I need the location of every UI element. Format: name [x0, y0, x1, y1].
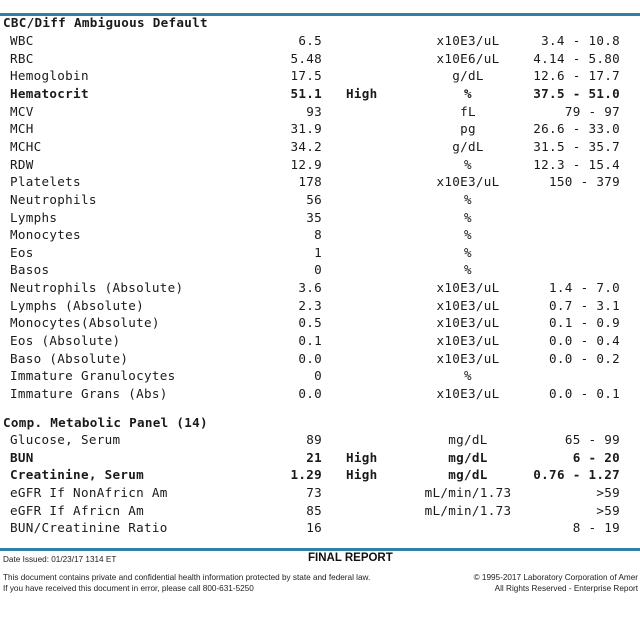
result-row	[0, 315, 640, 333]
result-unit: %	[464, 262, 472, 278]
result-unit: mg/dL	[448, 449, 488, 465]
test-name: Eos	[10, 244, 34, 260]
test-name: BUN/Creatinine Ratio	[10, 520, 168, 536]
test-name: RDW	[10, 156, 34, 172]
test-name: MCHC	[10, 138, 42, 154]
test-name: Hematocrit	[10, 85, 89, 101]
result-row	[0, 121, 640, 139]
result-value: 56	[306, 191, 322, 207]
test-name: Neutrophils	[10, 191, 97, 207]
result-unit: x10E6/uL	[436, 50, 500, 66]
reference-range: 26.6 - 33.0	[533, 121, 620, 137]
abnormal-flag: High	[346, 449, 378, 465]
result-value: 1	[314, 244, 322, 260]
result-row	[0, 280, 640, 298]
result-row	[0, 503, 640, 521]
date-issued: Date Issued: 01/23/17 1314 ET	[3, 555, 117, 564]
reference-range: 0.0 - 0.2	[549, 350, 620, 366]
test-name: Monocytes	[10, 227, 81, 243]
result-value: 0.0	[298, 386, 322, 401]
reference-range: 37.5 - 51.0	[533, 85, 620, 101]
test-name: Basos	[10, 262, 50, 278]
result-unit: %	[464, 191, 472, 207]
result-value: 1.29	[290, 467, 322, 483]
result-unit: x10E3/uL	[436, 174, 500, 190]
result-value: 5.48	[290, 50, 322, 66]
test-name: RBC	[10, 50, 34, 66]
result-row	[0, 520, 640, 538]
reference-range: 65 - 99	[564, 432, 620, 447]
result-unit: x10E3/uL	[436, 33, 500, 48]
result-value: 6.5	[298, 33, 322, 48]
result-row	[0, 333, 640, 351]
result-value: 31.9	[290, 121, 322, 137]
result-row	[0, 33, 640, 51]
reference-range: 0.0 - 0.1	[549, 386, 620, 401]
reference-range: 150 - 379	[549, 174, 620, 190]
cbc-section-title: CBC/Diff Ambiguous Default	[3, 15, 208, 30]
result-row	[0, 227, 640, 245]
test-name: Eos (Absolute)	[10, 333, 121, 349]
abnormal-flag: High	[346, 85, 378, 101]
copyright-notice: © 1995-2017 Laboratory Corporation of Amer	[473, 573, 638, 582]
result-row	[0, 51, 640, 69]
result-row	[0, 104, 640, 122]
result-unit: x10E3/uL	[436, 315, 500, 331]
result-value: 35	[306, 209, 322, 225]
test-name: Monocytes(Absolute)	[10, 315, 160, 331]
test-name: Immature Granulocytes	[10, 368, 176, 384]
reference-range: 12.3 - 15.4	[533, 156, 620, 172]
reference-range: 1.4 - 7.0	[549, 280, 620, 296]
result-row	[0, 86, 640, 104]
test-name: Glucose, Serum	[10, 432, 121, 447]
result-value: 178	[298, 174, 322, 190]
test-name: Hemoglobin	[10, 68, 89, 84]
result-unit: x10E3/uL	[436, 333, 500, 349]
result-row	[0, 174, 640, 192]
result-row	[0, 351, 640, 369]
reference-range: 4.14 - 5.80	[533, 50, 620, 66]
result-unit: %	[464, 209, 472, 225]
result-value: 12.9	[290, 156, 322, 172]
reference-range: 8 - 19	[572, 520, 620, 536]
result-row	[0, 157, 640, 175]
result-row	[0, 450, 640, 468]
reference-range: 0.1 - 0.9	[549, 315, 620, 331]
test-name: Neutrophils (Absolute)	[10, 280, 184, 296]
reference-range: >59	[596, 502, 620, 518]
result-unit: %	[464, 156, 472, 172]
result-value: 89	[306, 432, 322, 447]
result-value: 21	[306, 449, 322, 465]
result-unit: mL/min/1.73	[424, 484, 512, 500]
result-row	[0, 386, 640, 404]
test-name: Creatinine, Serum	[10, 467, 144, 483]
rights-reserved: All Rights Reserved - Enterprise Report	[494, 584, 638, 593]
result-value: 85	[306, 502, 322, 518]
test-name: MCV	[10, 103, 34, 119]
test-name: WBC	[10, 33, 34, 48]
error-contact-notice: If you have received this document in error, please call 800-631-5250	[3, 584, 254, 593]
result-value: 17.5	[290, 68, 322, 84]
result-value: 0	[314, 368, 322, 384]
result-unit: pg	[460, 121, 476, 137]
result-unit: %	[464, 85, 472, 101]
report-status: FINAL REPORT	[308, 552, 393, 564]
reference-range: 79 - 97	[564, 103, 620, 119]
result-value: 0.0	[298, 350, 322, 366]
reference-range: 12.6 - 17.7	[533, 68, 620, 84]
reference-range: 0.7 - 3.1	[549, 297, 620, 313]
result-value: 73	[306, 484, 322, 500]
test-name: eGFR If NonAfricn Am	[10, 484, 168, 500]
result-value: 0.5	[298, 315, 322, 331]
result-row	[0, 139, 640, 157]
result-value: 3.6	[298, 280, 322, 296]
result-unit: %	[464, 244, 472, 260]
test-name: MCH	[10, 121, 34, 137]
result-unit: mL/min/1.73	[424, 502, 512, 518]
abnormal-flag: High	[346, 467, 378, 483]
result-unit: %	[464, 227, 472, 243]
result-value: 51.1	[290, 85, 322, 101]
reference-range: 0.76 - 1.27	[533, 467, 620, 483]
result-unit: fL	[460, 103, 476, 119]
test-name: Lymphs (Absolute)	[10, 297, 144, 313]
result-value: 2.3	[298, 297, 322, 313]
result-row	[0, 210, 640, 228]
result-unit: mg/dL	[448, 432, 488, 447]
result-value: 93	[306, 103, 322, 119]
result-value: 16	[306, 520, 322, 536]
result-row	[0, 245, 640, 263]
cmp-section-title: Comp. Metabolic Panel (14)	[3, 415, 208, 430]
result-unit: g/dL	[452, 138, 484, 154]
test-name: Baso (Absolute)	[10, 350, 129, 366]
result-row	[0, 298, 640, 316]
result-unit: mg/dL	[448, 467, 488, 483]
result-row	[0, 467, 640, 485]
result-unit: g/dL	[452, 68, 484, 84]
result-row	[0, 68, 640, 86]
result-value: 0.1	[298, 333, 322, 349]
result-row	[0, 485, 640, 503]
result-unit: x10E3/uL	[436, 350, 500, 366]
reference-range: 6 - 20	[572, 449, 620, 465]
confidentiality-notice: This document contains private and confidential health information protected by state and federal law.	[3, 573, 371, 582]
result-row	[0, 368, 640, 386]
test-name: eGFR If Africn Am	[10, 502, 144, 518]
reference-range: 31.5 - 35.7	[533, 138, 620, 154]
result-row	[0, 192, 640, 210]
test-name: Lymphs	[10, 209, 58, 225]
test-name: Immature Grans (Abs)	[10, 386, 168, 401]
reference-range: 3.4 - 10.8	[541, 33, 620, 48]
test-name: BUN	[10, 449, 34, 465]
result-value: 34.2	[290, 138, 322, 154]
result-value: 0	[314, 262, 322, 278]
bottom-accent-bar	[0, 548, 640, 551]
result-row	[0, 262, 640, 280]
test-name: Platelets	[10, 174, 81, 190]
result-value: 8	[314, 227, 322, 243]
result-unit: %	[464, 368, 472, 384]
reference-range: 0.0 - 0.4	[549, 333, 620, 349]
result-row	[0, 432, 640, 450]
reference-range: >59	[596, 484, 620, 500]
result-unit: x10E3/uL	[436, 386, 500, 401]
result-unit: x10E3/uL	[436, 297, 500, 313]
result-unit: x10E3/uL	[436, 280, 500, 296]
